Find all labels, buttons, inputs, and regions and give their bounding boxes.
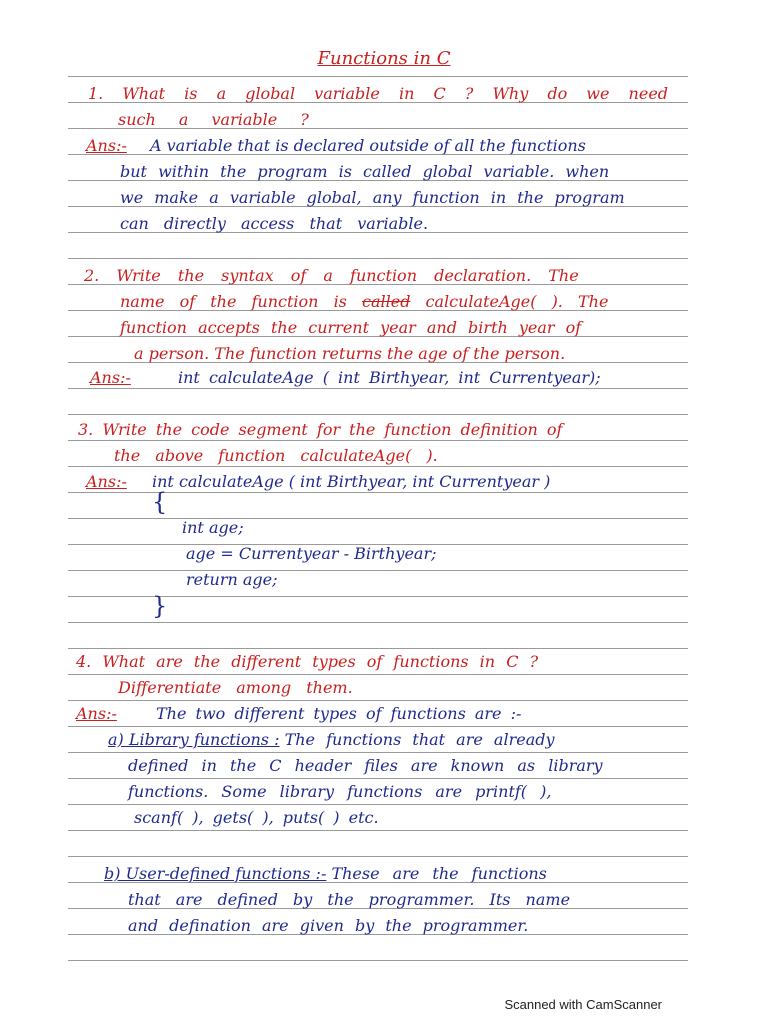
q3-question-line: 3. Write the code segment for the function definition of: [78, 420, 563, 439]
q3-code-line: int calculateAge ( int Birthyear, int Currentyear ): [152, 472, 551, 491]
ruled-line: [68, 674, 688, 675]
q2-question-line: [120, 292, 608, 312]
q1-question-line: such a variable ?: [118, 110, 309, 129]
ruled-line: [68, 752, 688, 753]
ruled-line: [68, 518, 688, 519]
q4-ans-label: Ans:-: [76, 704, 117, 723]
q1-answer-line: but within the program is called global variable. when: [120, 162, 610, 181]
q2-question-line: 2. Write the syntax of a function declaration. The: [84, 266, 579, 285]
q4-item-a-text: scanf( ), gets( ), puts( ) etc.: [134, 808, 379, 827]
ruled-line: [68, 804, 688, 805]
q4-item-a-text: functions. Some library functions are printf( ),: [128, 782, 552, 801]
q4-item-b-text: that are defined by the programmer. Its name: [128, 890, 571, 909]
q1-question-line: 1. What is a global variable in C ? Why do we need: [88, 84, 669, 103]
open-brace: {: [152, 488, 168, 516]
q4-answer-intro: The two different types of functions are :-: [156, 704, 522, 723]
q4-item-a: [108, 730, 555, 750]
ruled-line: [68, 388, 688, 389]
ruled-line: [68, 648, 688, 649]
q2-ans-label: Ans:-: [90, 368, 131, 387]
ruled-line: [68, 622, 688, 623]
q4-item-a-text: defined in the C header files are known as library: [128, 756, 603, 775]
page-title: Functions in C: [317, 48, 451, 69]
q4-question-line: Differentiate among them.: [118, 678, 353, 697]
q4-item-b-text: These are the functions: [331, 864, 547, 883]
ruled-line: [68, 856, 688, 857]
q2-question-text: name of the function is: [120, 292, 347, 311]
q1-answer-line: A variable that is declared outside of all the functions: [150, 136, 586, 155]
q4-item-a-text: The functions that are already: [284, 730, 555, 749]
q1-answer-line: we make a variable global, any function in the program: [120, 188, 625, 207]
q4-question-line: 4. What are the different types of functions in C ?: [76, 652, 539, 671]
q2-answer-line: int calculateAge ( int Birthyear, int Currentyear);: [178, 368, 601, 387]
q1-answer-line: can directly access that variable.: [120, 214, 429, 233]
ruled-line: [68, 570, 688, 571]
ruled-line: [68, 76, 688, 77]
q4-item-b-label: b) User-defined functions :-: [104, 864, 327, 883]
ruled-line: [68, 258, 688, 259]
ruled-line: [68, 778, 688, 779]
ruled-line: [68, 414, 688, 415]
q1-ans-label: Ans:-: [86, 136, 127, 155]
q3-code-line: age = Currentyear - Birthyear;: [186, 544, 437, 563]
close-brace: }: [152, 592, 168, 620]
ruled-line: [68, 466, 688, 467]
q4-item-b-text: and defination are given by the programmer.: [128, 916, 529, 935]
ruled-line: [68, 960, 688, 961]
q2-question-line: a person. The function returns the age of the person.: [134, 344, 566, 363]
ruled-line: [68, 830, 688, 831]
q3-ans-label: Ans:-: [86, 472, 127, 491]
q2-struck-word: called: [361, 292, 411, 311]
ruled-line: [68, 726, 688, 727]
ruled-line: [68, 440, 688, 441]
ruled-line: [68, 700, 688, 701]
q2-question-line: function accepts the current year and birth year of: [120, 318, 582, 337]
q3-code-line: int age;: [182, 518, 244, 537]
scanner-watermark: Scanned with CamScanner: [504, 997, 662, 1012]
q4-item-a-label: a) Library functions :: [108, 730, 280, 749]
q3-question-line: the above function calculateAge( ).: [114, 446, 438, 465]
q3-code-line: return age;: [186, 570, 278, 589]
q2-question-text: calculateAge( ). The: [425, 292, 609, 311]
q4-item-b: [104, 864, 547, 884]
